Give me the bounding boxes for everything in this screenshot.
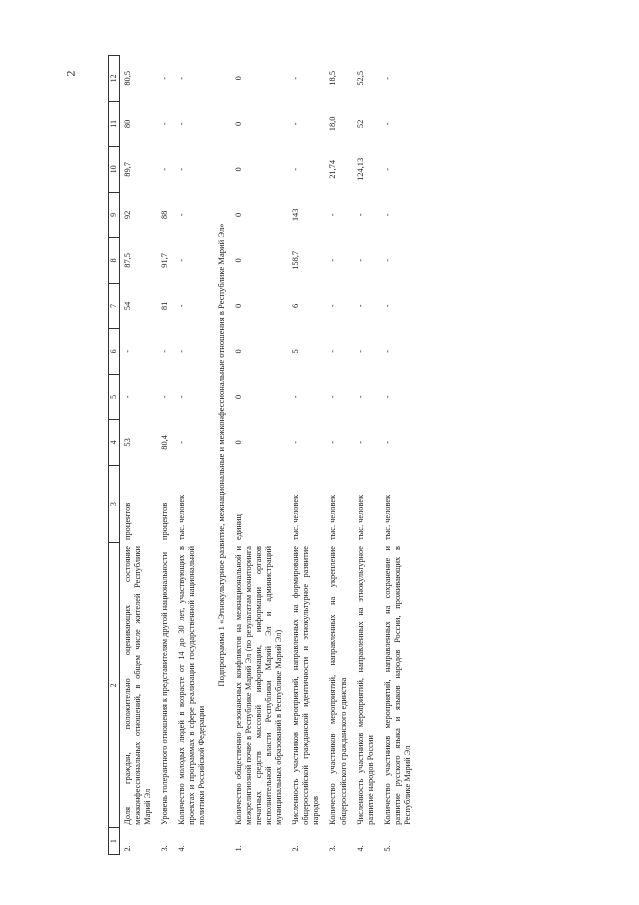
indicator-value: 18,5	[328, 70, 338, 86]
indicator-name: Численность участников мероприятий, направленных на этнокультурное развитие народов России	[355, 546, 375, 825]
indicator-value: -	[177, 122, 187, 126]
row-number: 2.	[291, 845, 301, 852]
indicator-value: -	[328, 258, 338, 262]
table-row	[157, 56, 174, 855]
column-header-2: 2	[109, 543, 120, 828]
indicator-value: -	[291, 440, 301, 444]
indicator-value: -	[328, 349, 338, 353]
indicator-value: 80,4	[160, 435, 170, 450]
unit-of-measure: единиц	[233, 514, 243, 540]
indicator-value: -	[177, 349, 187, 353]
unit-of-measure: процентов	[160, 502, 170, 540]
column-header-4: 4	[109, 420, 120, 466]
indicator-value: -	[382, 395, 392, 399]
indicator-value: -	[123, 349, 132, 353]
subprogram-title: Подпрограмма 1 «Этнокультурное развитие, межнациональные и межконфессиональные отношения в Республике Марий Эл»	[215, 223, 226, 687]
indicator-value: -	[382, 258, 392, 262]
indicator-value: -	[355, 440, 365, 444]
indicator-value: -	[177, 258, 187, 262]
indicator-value: -	[355, 395, 365, 399]
indicator-value: -	[382, 122, 392, 126]
indicator-value: -	[177, 213, 187, 217]
table-row	[325, 56, 352, 855]
column-header-1: 1	[109, 828, 120, 855]
indicator-value: -	[160, 122, 170, 126]
indicator-value: -	[177, 440, 187, 444]
table-row	[353, 56, 380, 855]
indicator-value: -	[328, 395, 338, 399]
indicator-name: Доля граждан, положительно оценивающих состояние межконфессиональных отношений, в общем числе жителей Республики Марий Эл	[123, 546, 153, 825]
row-number: 4.	[177, 845, 187, 852]
column-header-5: 5	[109, 374, 120, 420]
indicator-value: 52,5	[355, 70, 365, 86]
page-number: 2	[63, 70, 78, 77]
indicator-value: 0	[233, 167, 243, 172]
unit-of-measure: процентов	[123, 502, 132, 540]
column-header-12: 12	[109, 56, 120, 102]
unit-of-measure: тыс. человек	[328, 494, 338, 540]
column-header-9: 9	[109, 192, 120, 238]
row-number: 4.	[355, 845, 365, 852]
indicator-value: 0	[233, 303, 243, 308]
indicator-value: 91,7	[160, 253, 170, 268]
indicator-value: -	[291, 122, 301, 126]
indicator-value: 6	[291, 303, 301, 308]
table-row	[380, 56, 417, 855]
indicator-name: Количество общественно резонансных конфликтов на межнациональной и межрелигиозной почве в Республике Марий Эл (по результатам мониторинга печатных средств массовой информации, информации органов исполнительной власти Республики Марий Эл и администраций муниципальных образований в Республике Марий Эл)	[233, 546, 284, 825]
indicator-value: 0	[233, 76, 243, 81]
column-header-11: 11	[109, 101, 120, 147]
subprogram-heading-row	[212, 56, 231, 855]
rotated-table-container	[108, 55, 558, 855]
indicator-name: Уровень толерантного отношения к представителям другой национальности	[160, 551, 170, 825]
row-number: 3.	[328, 845, 338, 852]
indicator-value: 80	[123, 119, 132, 129]
indicator-value: 54	[123, 301, 132, 311]
column-number-header	[109, 56, 120, 855]
row-number: 5.	[382, 845, 392, 852]
indicator-value: -	[291, 76, 301, 80]
indicator-value: -	[328, 213, 338, 217]
indicator-value: 143	[291, 208, 301, 222]
indicator-value: 53	[123, 438, 132, 447]
indicator-value: 52	[355, 119, 365, 129]
unit-of-measure: тыс. человек	[382, 494, 392, 540]
indicator-value: 87,5	[123, 253, 132, 268]
indicator-value: -	[382, 304, 392, 308]
indicator-value: -	[382, 213, 392, 217]
indicator-value: -	[291, 395, 301, 399]
column-header-6: 6	[109, 329, 120, 375]
indicator-value: -	[382, 167, 392, 171]
indicator-value: -	[177, 304, 187, 308]
indicator-name: Количество участников мероприятий, направленных на сохранение и развитие русского языка и языков народов России, проживающих в Республике Марий Эл	[382, 546, 412, 825]
indicator-value: 88	[160, 210, 170, 220]
unit-of-measure: тыс. человек	[177, 494, 187, 540]
indicator-value: -	[382, 349, 392, 353]
indicator-value: 124,13	[355, 157, 365, 181]
indicator-value: -	[177, 167, 187, 171]
column-header-3: 3	[109, 465, 120, 543]
indicator-name: Количество молодых людей в возрасте от 14 до 30 лет, участвующих в проектах и программах в сфере реализации государственной национальной политики Российской Федерации	[177, 546, 207, 825]
indicator-value: -	[355, 258, 365, 262]
indicator-value: 0	[233, 394, 243, 399]
indicator-value: -	[328, 304, 338, 308]
indicator-value: -	[160, 167, 170, 171]
indicator-value: 0	[233, 212, 243, 217]
table-row	[231, 56, 288, 855]
indicator-value: 158,7	[291, 250, 301, 270]
indicator-value: -	[355, 213, 365, 217]
indicator-value: -	[123, 395, 132, 399]
indicator-value: -	[160, 76, 170, 80]
indicator-value: 0	[233, 440, 243, 445]
indicator-value: 0	[233, 258, 243, 263]
unit-of-measure: тыс. человек	[291, 494, 301, 540]
table-row	[288, 56, 325, 855]
indicator-value: -	[160, 395, 170, 399]
indicator-name: Количество участников мероприятий, направленных на укрепление общероссийского гражданского единства	[328, 546, 348, 825]
indicator-value: 21,74	[328, 159, 338, 179]
indicator-value: -	[355, 304, 365, 308]
indicator-value: -	[177, 76, 187, 80]
indicator-value: -	[382, 440, 392, 444]
indicator-value: -	[160, 349, 170, 353]
indicators-table	[108, 55, 417, 855]
table-row	[120, 56, 158, 855]
row-number: 3.	[160, 845, 170, 852]
column-header-7: 7	[109, 283, 120, 329]
indicator-value: -	[382, 76, 392, 80]
row-number: 1.	[233, 845, 243, 852]
column-header-10: 10	[109, 147, 120, 193]
indicator-value: 92	[123, 210, 132, 220]
indicator-value: -	[291, 167, 301, 171]
column-header-8: 8	[109, 238, 120, 284]
table-body	[120, 56, 418, 855]
indicator-value: 0	[233, 121, 243, 126]
table-row	[174, 56, 211, 855]
indicator-value: -	[355, 349, 365, 353]
indicator-value: 0	[233, 349, 243, 354]
indicator-value: 5	[291, 349, 301, 354]
indicator-value: 89,7	[123, 162, 132, 177]
row-number: 2.	[123, 845, 132, 852]
indicator-value: 81	[160, 301, 170, 311]
unit-of-measure: тыс. человек	[355, 494, 365, 540]
indicator-name: Численность участников мероприятий, направленных на формирование общероссийской гражданской идентичности и этнокультурное развитие народов	[291, 546, 321, 825]
indicator-value: 80,5	[123, 70, 132, 86]
indicator-value: -	[177, 395, 187, 399]
indicator-value: -	[328, 440, 338, 444]
indicator-value: 18,0	[328, 116, 338, 132]
